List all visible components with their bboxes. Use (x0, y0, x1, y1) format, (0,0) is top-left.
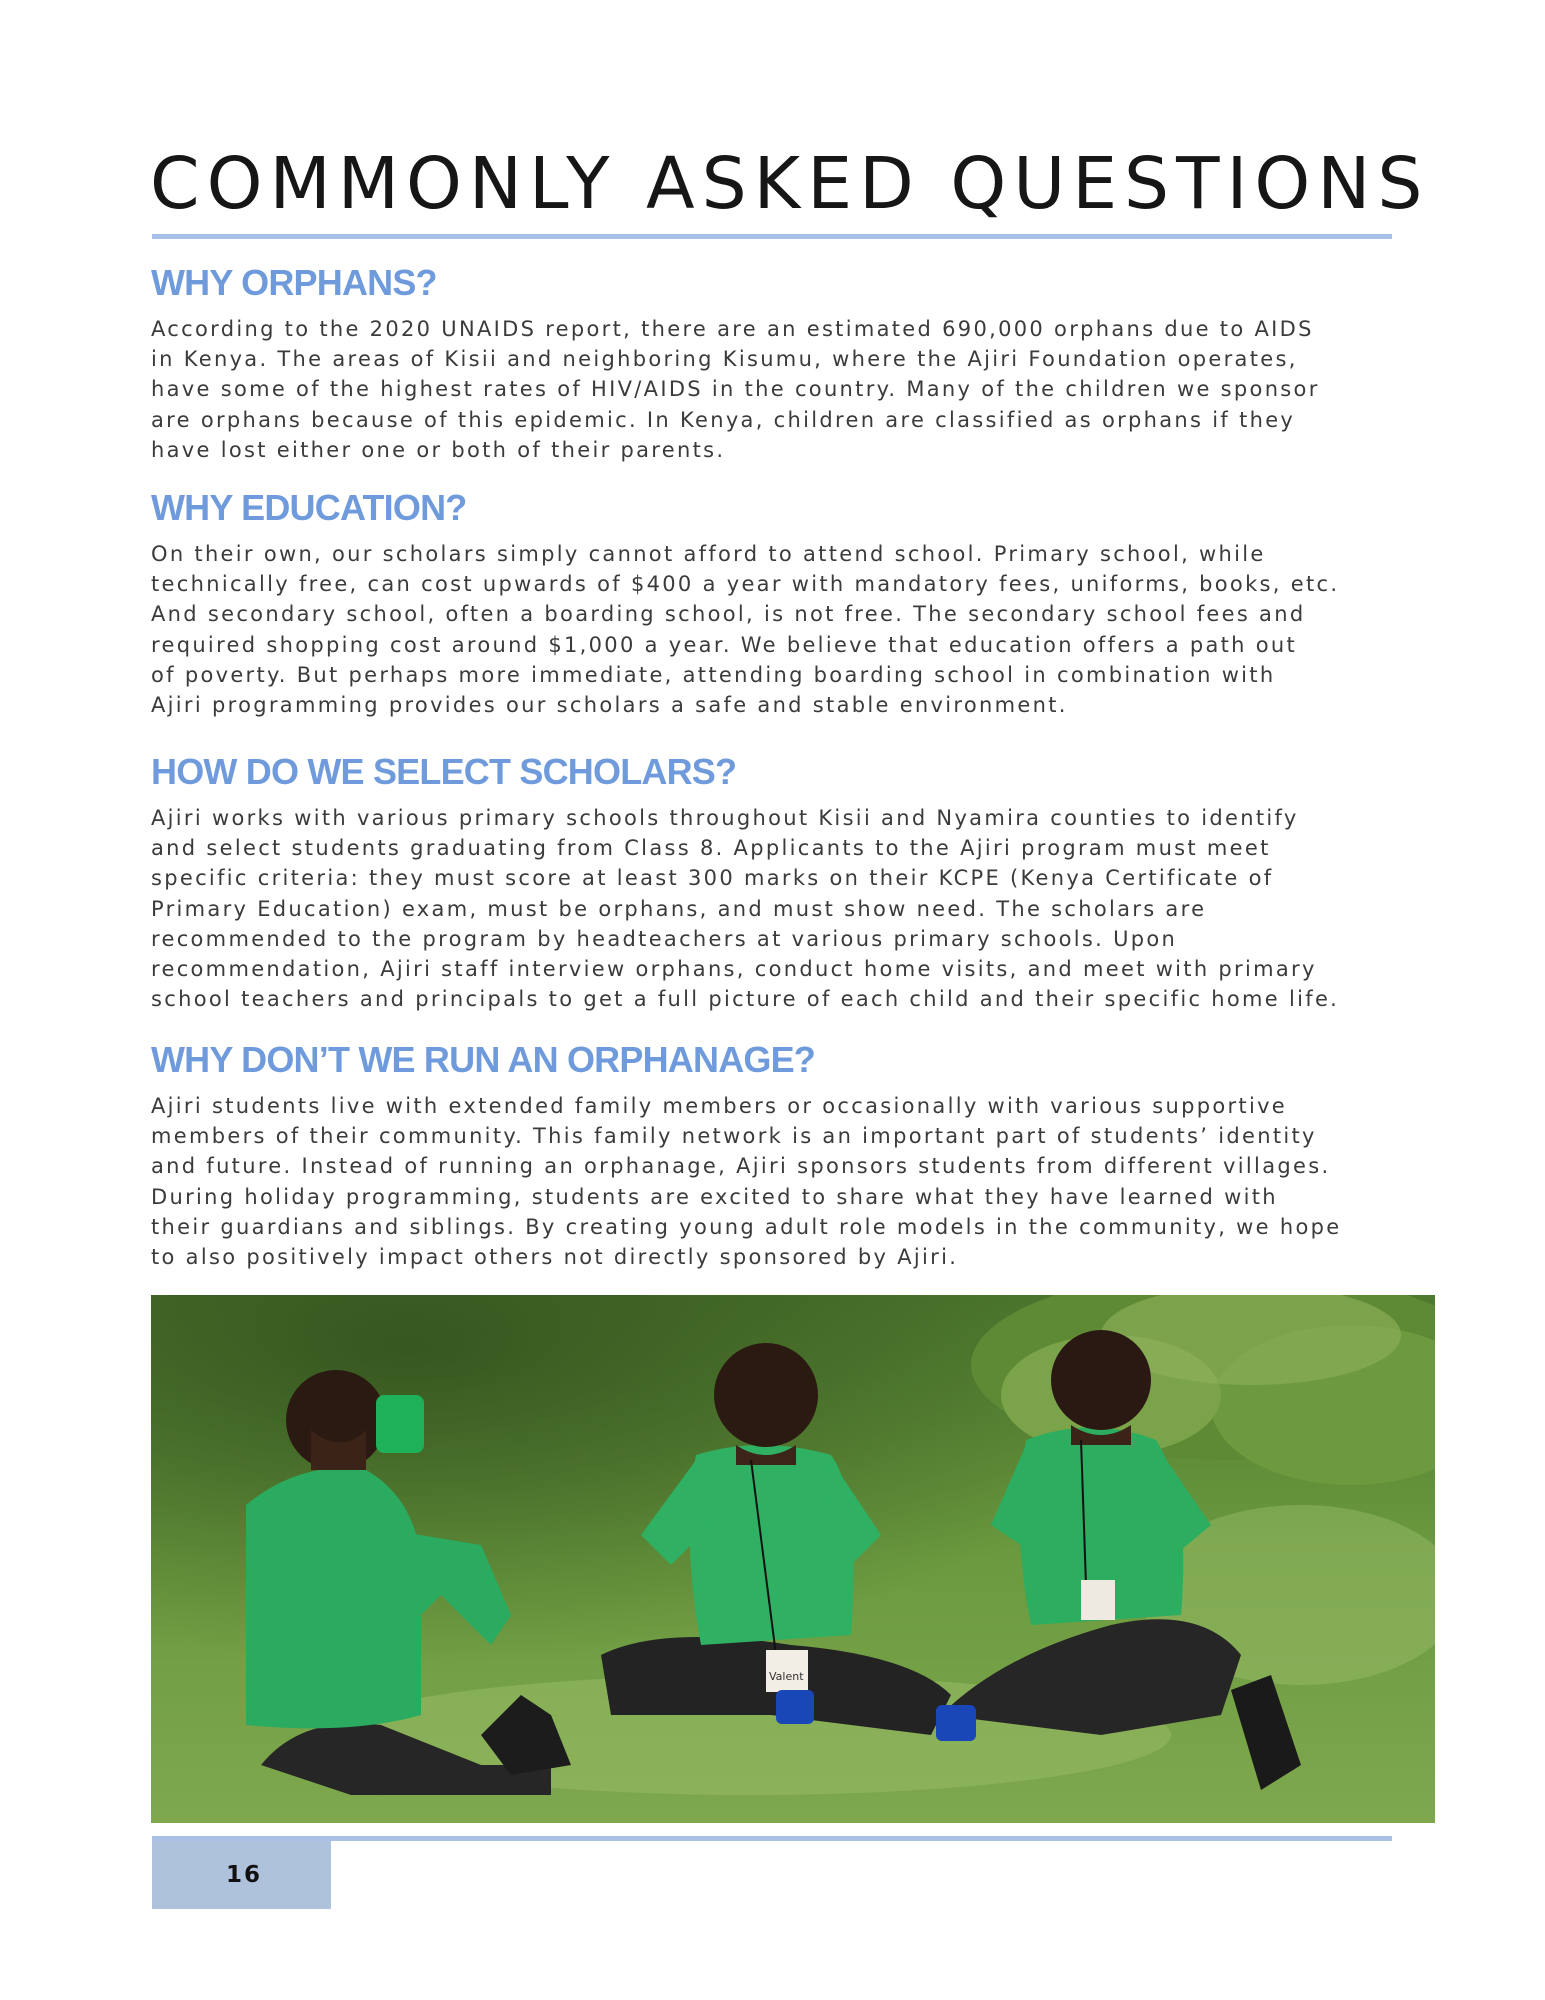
body-line: to also positively impact others not directly sponsored by Ajiri. (151, 1245, 959, 1270)
body-line: Ajiri programming provides our scholars a safe and stable environment. (151, 693, 1068, 718)
body-line: members of their community. This family network is an important part of students’ identity (151, 1124, 1317, 1149)
body-line: and select students graduating from Class 8. Applicants to the Ajiri program must meet (151, 836, 1271, 861)
section-why-no-orphanage (151, 1040, 1441, 1272)
page-number-box (152, 1841, 331, 1909)
body-line: Primary Education) exam, must be orphans, and must show need. The scholars are (151, 896, 1207, 921)
scholars-photo (151, 1295, 1435, 1823)
body-line: required shopping cost around $1,000 a year. We believe that education offers a path out (151, 632, 1298, 657)
body-line: Ajiri students live with extended family members or occasionally with various supportive (151, 1094, 1288, 1118)
title-divider (152, 234, 1392, 239)
section-select-scholars (151, 752, 1441, 1014)
body-line: recommended to the program by headteachers at various primary schools. Upon (151, 926, 1178, 951)
section-body (151, 803, 1441, 1014)
body-line: have some of the highest rates of HIV/AIDS in the country. Many of the children we sponsor (151, 377, 1320, 402)
section-heading: WHY DON’T WE RUN AN ORPHANAGE? (151, 1039, 815, 1080)
body-line: During holiday programming, students are excited to share what they have learned with (151, 1184, 1278, 1209)
name-tag-text: Valent (769, 1670, 804, 1683)
section-body (151, 539, 1441, 720)
section-body (151, 1091, 1441, 1272)
body-line: And secondary school, often a boarding school, is not free. The secondary school fees and (151, 602, 1306, 627)
body-line: school teachers and principals to get a full picture of each child and their specific home life. (151, 987, 1340, 1012)
body-line: in Kenya. The areas of Kisii and neighboring Kisumu, where the Ajiri Foundation operates, (151, 347, 1298, 372)
section-heading: WHY EDUCATION? (151, 487, 467, 528)
body-line: and future. Instead of running an orphanage, Ajiri sponsors students from different villages. (151, 1154, 1331, 1179)
page-number: 16 (225, 1862, 262, 1888)
body-line: According to the 2020 UNAIDS report, there are an estimated 690,000 orphans due to AIDS (151, 317, 1314, 341)
body-line: Ajiri works with various primary schools throughout Kisii and Nyamira counties to identify (151, 806, 1299, 830)
body-line: recommendation, Ajiri staff interview orphans, conduct home visits, and meet with primary (151, 957, 1317, 982)
body-line: specific criteria: they must score at least 300 marks on their KCPE (Kenya Certificate of (151, 866, 1274, 891)
page-title: COMMONLY ASKED QUESTIONS (150, 142, 1430, 225)
body-line: technically free, can cost upwards of $400 a year with mandatory fees, uniforms, books, etc. (151, 572, 1340, 597)
section-heading: WHY ORPHANS? (151, 262, 437, 303)
body-line: On their own, our scholars simply cannot afford to attend school. Primary school, while (151, 542, 1266, 566)
bottom-divider (152, 1836, 1392, 1841)
body-line: are orphans because of this epidemic. In Kenya, children are classified as orphans if they (151, 407, 1296, 432)
body-line: of poverty. But perhaps more immediate, attending boarding school in combination with (151, 662, 1276, 687)
section-body (151, 314, 1441, 465)
section-why-education (151, 488, 1441, 720)
body-line: have lost either one or both of their parents. (151, 437, 726, 462)
body-line: their guardians and siblings. By creating young adult role models in the community, we hope (151, 1214, 1342, 1239)
section-why-orphans (151, 263, 1441, 465)
section-heading: HOW DO WE SELECT SCHOLARS? (151, 751, 737, 792)
